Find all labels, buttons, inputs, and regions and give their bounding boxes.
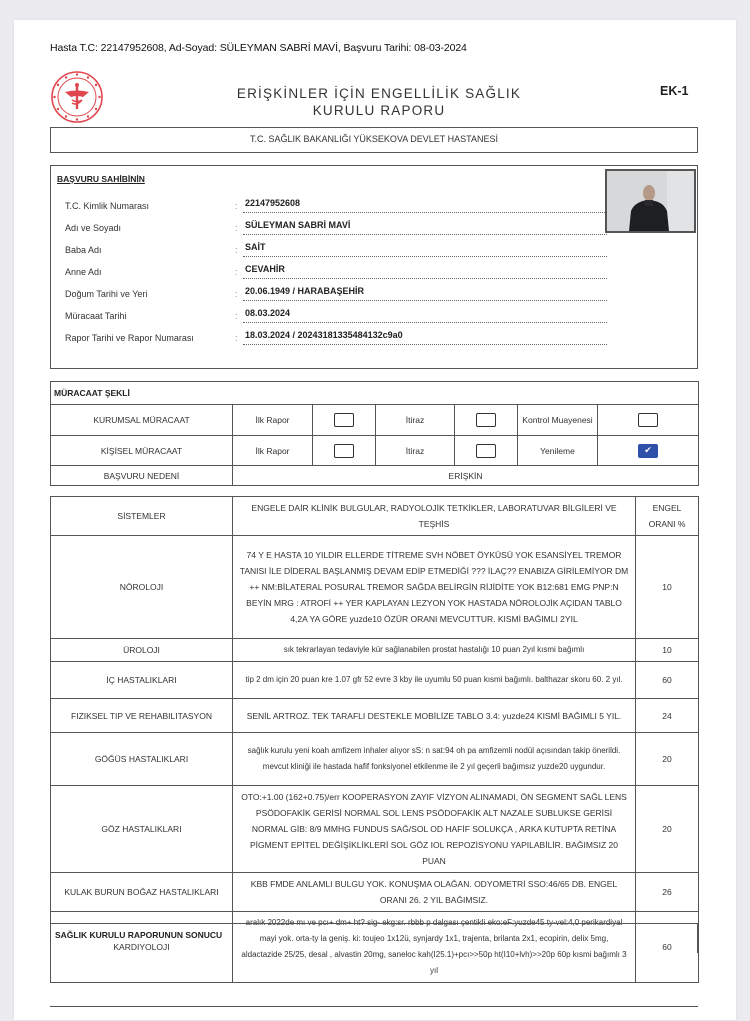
institutional-application-row [51,405,699,436]
field-label: Müracaat Tarihi [65,311,127,321]
field-label: Adı ve Soyadı [65,223,122,233]
colon: : [235,245,238,255]
findings-text: tip 2 dm için 20 puan kre 1.07 gfr 52 evre 3 kby ile uyumlu 50 puan kısmi bağımlı. balthazar skoru 60. 2 yıl. [233,662,636,699]
colon: : [235,289,238,299]
field-application-date [65,306,605,326]
field-value: 22147952608 [243,198,607,213]
table-row [51,536,699,639]
field-tc-number [65,196,605,216]
findings-text: OTO:+1.00 (162+0.75)/err KOOPERASYON ZAYIF VİZYON ALINAMADI, ÖN SEGMENT SAĞL LENS PSÖDOFAKİK GERİSİ NORMAL SOL LENS PSÖDOFAKİK ALT NAZALE SUBLUKSE GERİSİ NORMAL GİB: 8/9 MMHG FUNDUS SAĞ/SOL OD HAFİF SOLUKÇA , ARKA KUTUPTA RETİNA PİGMENT EPİTEL DEĞİŞİKLİKLERİ SOL GÖZ IOL REPOZİSYONU YAPILABİLİR. BAĞIMSIZ 20 PUAN [233,786,636,873]
report-page [14,20,736,1020]
institutional-objection-checkbox[interactable] [455,405,518,436]
system-name: İÇ HASTALIKLARI [51,662,233,699]
disability-rate: 26 [636,873,699,912]
disability-rate: 20 [636,733,699,786]
field-birth-date-place [65,284,605,304]
field-value: 18.03.2024 / 20243181335484132c9a0 [243,330,607,345]
field-report-date-number [65,328,605,348]
system-name: GÖĞÜS HASTALIKLARI [51,733,233,786]
field-label: Rapor Tarihi ve Rapor Numarası [65,333,194,343]
personal-objection-checkbox[interactable] [455,436,518,466]
system-name: KARDIYOLOJI [51,912,233,983]
field-label: Baba Adı [65,245,102,255]
field-value: 08.03.2024 [243,308,607,323]
disability-rate: 20 [636,786,699,873]
field-mother-name [65,262,605,282]
system-name: ÜROLOJI [51,639,233,662]
field-value: CEVAHİR [243,264,607,279]
applicant-photo [605,169,696,233]
option-label: Yenileme [518,436,598,466]
disability-rate: 60 [636,662,699,699]
hospital-name: T.C. SAĞLIK BAKANLIĞI YÜKSEKOVA DEVLET HASTANESİ [50,127,698,153]
systems-table-header [51,497,699,536]
institutional-control-exam-checkbox[interactable] [598,405,699,436]
patient-summary-line: Hasta T.C: 22147952608, Ad-Soyad: SÜLEYMAN SABRİ MAVİ, Başvuru Tarihi: 08-03-2024 [50,42,467,54]
disability-rate: 60 [636,912,699,983]
checkbox-unchecked-icon[interactable] [334,444,354,458]
findings-text: aralık 2022de mı ve pcı+ dm+ ht? sig- ekg:sr. rbbb p dalgası çentikli eko:eF:yuzde45 ty-vel:4,0 perikardiyal mayi yok. orta-ty la geniş. ki: toujeo 1x12ü, synjardy 1x1, trajenta, brilanta 2x1, ecopirin, delix 5mg, aldactazide 25/25, desal , alvastin 20mg, saneloc kah(I25.1)+pcı>>50p ht(I10+lvh)>>20p 60p kısmi bağımlı 3 yıl [233,912,636,983]
table-row [51,873,699,912]
colon: : [235,201,238,211]
disability-rate: 10 [636,536,699,639]
application-type-label: KURUMSAL MÜRACAAT [51,405,233,436]
colon: : [235,311,238,321]
table-row [51,699,699,733]
findings-text: SENİL ARTROZ. TEK TARAFLI DESTEKLE MOBİLİZE TABLO 3.4: yuzde24 KISMİ BAĞIMLI 5 YIL. [233,699,636,733]
field-value: SÜLEYMAN SABRİ MAVİ [243,220,607,235]
field-value: SAİT [243,242,607,257]
system-name: NÖROLOJI [51,536,233,639]
application-reason-row [51,466,699,486]
option-label: İtiraz [376,436,455,466]
disability-rate: 24 [636,699,699,733]
field-value: 20.06.1949 / HARABAŞEHİR [243,286,607,301]
findings-text: sık tekrarlayan tedaviyle kür sağlanabilen prostat hastalığı 10 puan 2yıl kısmi bağımlı [233,639,636,662]
colon: : [235,333,238,343]
disability-rate: 10 [636,639,699,662]
personal-application-row [51,436,699,466]
colon: : [235,267,238,277]
findings-text: KBB FMDE ANLAMLI BULGU YOK. KONUŞMA OLAĞAN. ODYOMETRİ SSO:46/65 DB. ENGEL ORANI 26. 2 YIL BAĞIMSIZ. [233,873,636,912]
personal-first-report-checkbox[interactable] [313,436,376,466]
checkbox-checked-icon[interactable]: ✔ [638,444,658,458]
option-label: İlk Rapor [233,436,313,466]
table-row [51,786,699,873]
field-father-name [65,240,605,260]
system-name: FIZIKSEL TIP VE REHABILITASYON [51,699,233,733]
application-reason-label: BAŞVURU NEDENİ [51,466,233,486]
form-code: EK-1 [660,84,689,98]
field-label: T.C. Kimlik Numarası [65,201,150,211]
applicant-section-title: BAŞVURU SAHİBİNİN [57,174,145,184]
table-row [51,662,699,699]
institutional-first-report-checkbox[interactable] [313,405,376,436]
option-label: İlk Rapor [233,405,313,436]
report-result-section: SAĞLIK KURULU RAPORUNUN SONUCU [50,923,698,953]
title-line-1: ERİŞKİNLER İÇİN ENGELLİLİK SAĞLIK [236,86,522,101]
findings-text: 74 Y E HASTA 10 YILDIR ELLERDE TİTREME SVH NÖBET ÖYKÜSÜ YOK ESANSİYEL TREMOR TANISI İLE DİDERAL BAŞLANMIŞ DEVAM EDİP ETMEDİĞİ ??? İLAÇ?? ENABIZA GİRİLEMİYOR DM ++ NM:BİLATERAL POSURAL TREMOR SAĞDA BELİRGİN RİJİDİTE YOK B12:681 EMG PNP:N BEYİN MRG : ATROFİ ++ YER KAPLAYAN LEZYON YOK HASTADA NÖROLOJİK AÇIDAN TABLO 4,2A YA GÖRE yuzde10 ÖZÜR ORANI MEVCUTTUR. KISMİ BAĞIMLI 2YIL [233,536,636,639]
title-line-2: KURULU RAPORU [312,103,446,118]
system-name: GÖZ HASTALIKLARI [51,786,233,873]
field-label: Anne Adı [65,267,102,277]
field-full-name [65,218,605,238]
application-type-table [50,381,699,486]
column-header-rate: ENGEL ORANI % [636,497,699,536]
checkbox-unchecked-icon[interactable] [334,413,354,427]
systems-table [50,496,699,983]
findings-text: sağlık kurulu yeni koah amfizem inhaler alıyor sS: n sat:94 oh pa amfizemli nodül açısından takip önerildi. mevcut kliniği ile hastada hafif fonksiyonel etkilenme ile 2 yıl geçerli bağımsız yuzde20 uygundur. [233,733,636,786]
option-label: Kontrol Muayenesi [518,405,598,436]
application-type-label: KİŞİSEL MÜRACAAT [51,436,233,466]
checkbox-unchecked-icon[interactable] [476,444,496,458]
colon: : [235,223,238,233]
option-label: İtiraz [376,405,455,436]
personal-renewal-checkbox[interactable] [598,436,699,466]
table-row [51,639,699,662]
system-name: KULAK BURUN BOĞAZ HASTALIKLARI [51,873,233,912]
checkbox-unchecked-icon[interactable] [638,413,658,427]
checkbox-unchecked-icon[interactable] [476,413,496,427]
column-header-system: SİSTEMLER [51,497,233,536]
field-label: Doğum Tarihi ve Yeri [65,289,148,299]
applicant-section [50,165,698,369]
report-title [194,85,564,119]
application-section-title: MÜRACAAT ŞEKLİ [51,382,699,405]
table-row [51,733,699,786]
application-reason-value: ERİŞKİN [233,466,699,486]
column-header-findings: ENGELE DAİR KLİNİK BULGULAR, RADYOLOJİK TETKİKLER, LABORATUVAR BİLGİLERİ VE TEŞHİS [233,497,636,536]
divider [50,1006,698,1021]
ministry-logo-icon [50,70,104,124]
